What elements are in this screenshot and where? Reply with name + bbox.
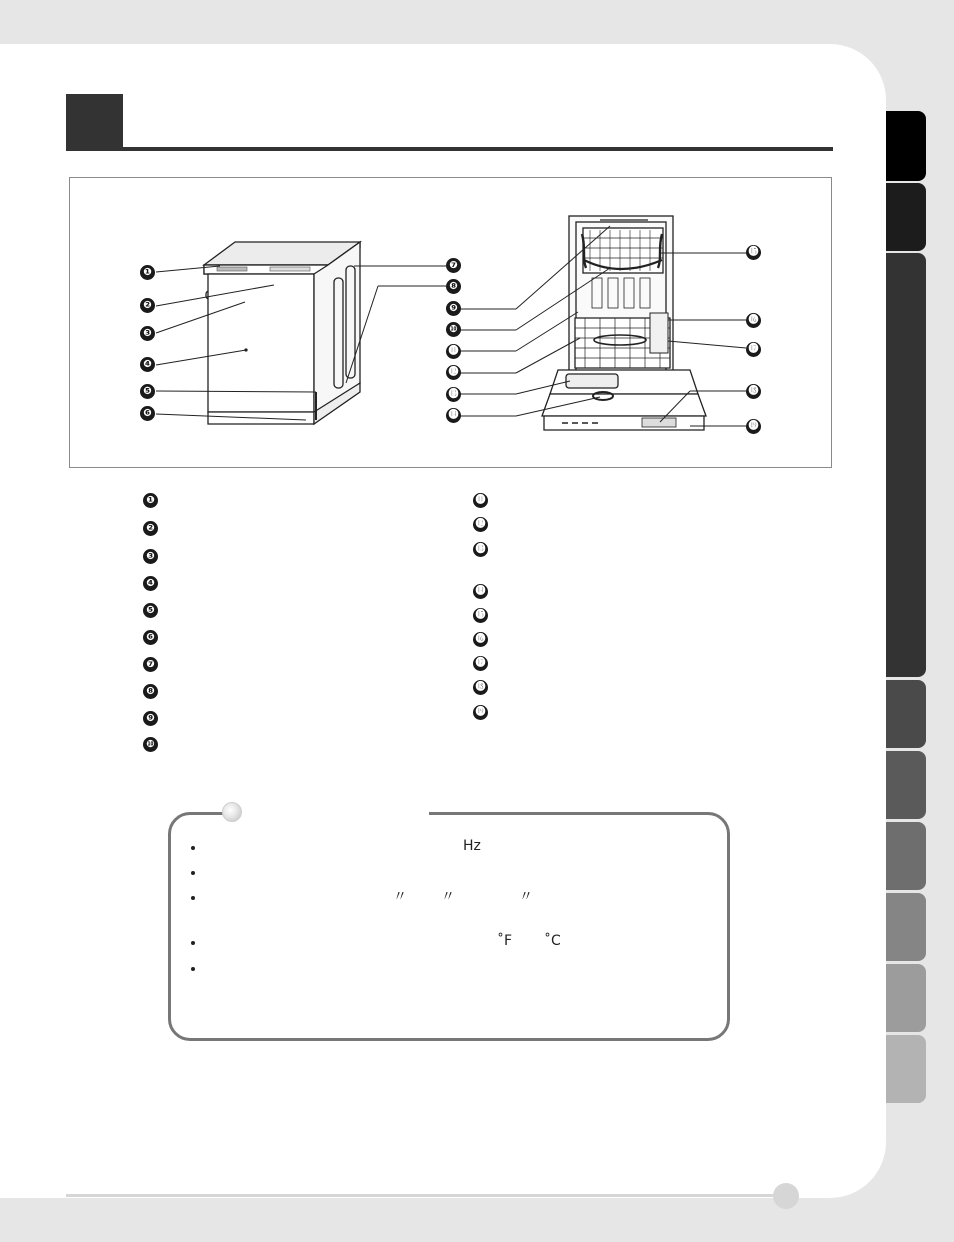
callout-11: ⓫	[446, 344, 461, 359]
note-quote-b: 〃	[441, 889, 455, 905]
side-tab-6[interactable]	[886, 822, 926, 890]
legend-num-5: ❺	[143, 603, 158, 618]
side-tab-5[interactable]	[886, 751, 926, 819]
note-bullet-1	[191, 846, 195, 850]
callout-13: ⓭	[446, 387, 461, 402]
dishwasher-exterior-illustration	[204, 242, 360, 424]
legend-num-9: ❾	[143, 711, 158, 726]
callout-10: ❿	[446, 322, 461, 337]
legend-num-16: ⓰	[473, 632, 488, 647]
legend-num-11: ⓫	[473, 493, 488, 508]
legend-num-7: ❼	[143, 657, 158, 672]
callout-19: ⓳	[746, 419, 761, 434]
callout-17: ⓱	[746, 342, 761, 357]
callout-3: ❸	[140, 326, 155, 341]
legend-num-3: ❸	[143, 549, 158, 564]
callout-16: ⓰	[746, 313, 761, 328]
dishwasher-interior-illustration	[542, 216, 706, 430]
callout-15: ⓯	[746, 245, 761, 260]
callout-4: ❹	[140, 357, 155, 372]
note-bullet-4	[191, 941, 195, 945]
note-hz-unit: Hz	[463, 838, 481, 854]
side-tab-4[interactable]	[886, 680, 926, 748]
legend-num-2: ❷	[143, 521, 158, 536]
note-deg-f: ˚F	[497, 933, 513, 949]
callout-9: ❾	[446, 301, 461, 316]
callout-1: ❶	[140, 265, 155, 280]
callout-18: ⓲	[746, 384, 761, 399]
side-tab-7[interactable]	[886, 893, 926, 961]
callout-8: ❽	[446, 279, 461, 294]
legend-num-12: ⓬	[473, 517, 488, 532]
callout-7: ❼	[446, 258, 461, 273]
legend-num-18: ⓲	[473, 680, 488, 695]
legend-num-17: ⓱	[473, 656, 488, 671]
legend-num-6: ❻	[143, 630, 158, 645]
note-quote-a: 〃	[393, 889, 407, 905]
section-heading-rule	[66, 147, 833, 151]
side-tab-3[interactable]	[886, 253, 926, 677]
legend-num-14: ⓮	[473, 584, 488, 599]
footer-rule	[66, 1194, 776, 1197]
legend-num-13: ⓭	[473, 542, 488, 557]
callout-6: ❻	[140, 406, 155, 421]
note-bullet-3	[191, 896, 195, 900]
parts-figure	[69, 177, 832, 468]
note-bullet-5	[191, 967, 195, 971]
note-box	[168, 812, 730, 1041]
legend-num-4: ❹	[143, 576, 158, 591]
callout-12: ⓬	[446, 365, 461, 380]
legend-num-8: ❽	[143, 684, 158, 699]
note-quote-c: 〃	[519, 889, 533, 905]
callout-5: ❺	[140, 384, 155, 399]
side-tab-2[interactable]	[886, 183, 926, 251]
callout-2: ❷	[140, 298, 155, 313]
legend-num-10: ❿	[143, 737, 158, 752]
page-number-dot	[773, 1183, 799, 1209]
section-heading-block	[66, 94, 123, 149]
note-deg-c: ˚C	[544, 933, 561, 949]
legend-num-15: ⓯	[473, 608, 488, 623]
note-title-gap	[229, 808, 429, 816]
legend-num-19: ⓳	[473, 705, 488, 720]
side-tab-8[interactable]	[886, 964, 926, 1032]
note-orb-icon	[222, 802, 242, 822]
legend-num-1: ❶	[143, 493, 158, 508]
side-tab-9[interactable]	[886, 1035, 926, 1103]
callout-14: ⓮	[446, 408, 461, 423]
note-bullet-2	[191, 871, 195, 875]
side-tab-1[interactable]	[886, 111, 926, 181]
